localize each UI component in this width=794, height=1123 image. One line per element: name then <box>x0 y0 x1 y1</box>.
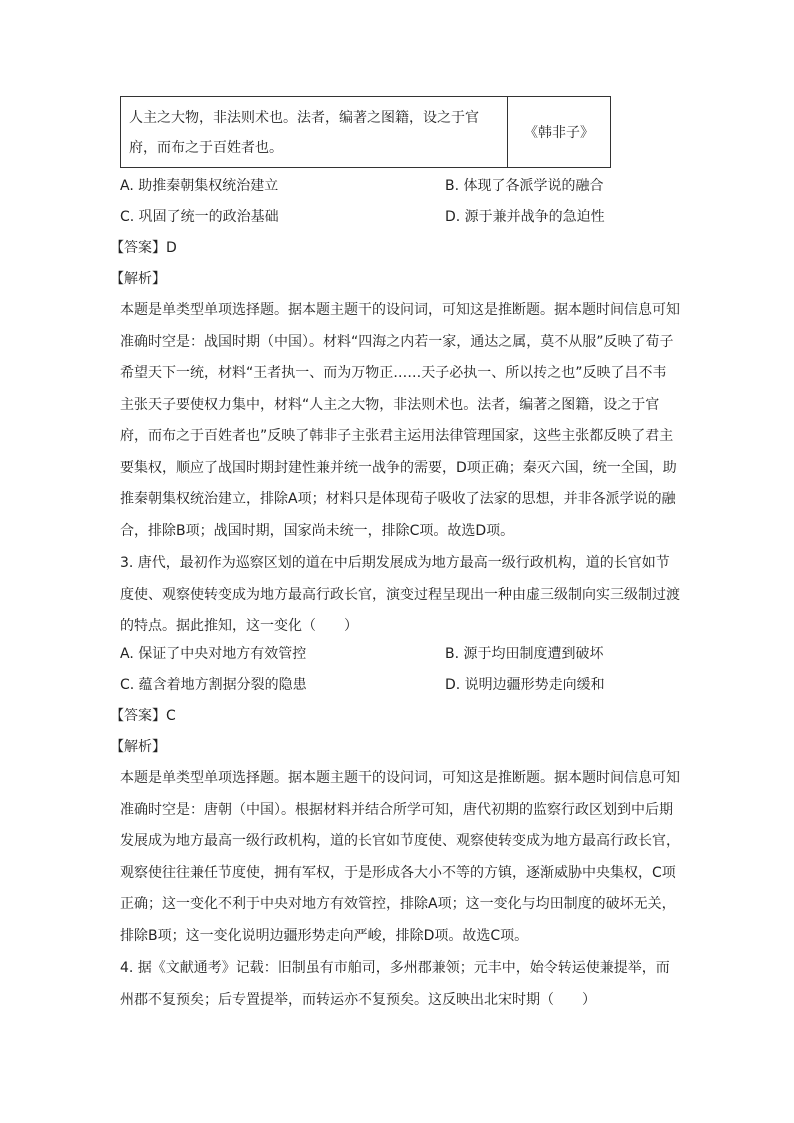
q2-option-c: C. 巩固了统一的政治基础 <box>120 209 279 225</box>
q2-analysis: 本题是单类型单项选择题。据本题主题干的设问词，可知这是推断题。据本题时间信息可知准确时空是：战国时期（中国）。材料“四海之内若一家，通达之属，莫不从服”反映了荀子希望天下一统，材料“王者执一、而为万物正……天子必执一、所以抟之也”反映了吕不韦主张天子要使权力集中，材料“人主之大物，非法则术也。法者，编著之图籍，设之于官府，而布之于百姓者也”反映了韩非子主张君主运用法律管理国家，这些主张都反映了君主要集权，顺应了战国时期封建性兼并统一战争的需要，D项正确；秦灭六国，统一全国，助推秦朝集权统治建立，排除A项；材料只是体现荀子吸收了法家的思想，并非各派学说的融合，排除B项；战国时期，国家尚未统一，排除C项。故选D项。 <box>120 302 680 539</box>
q2-analysis-label: 【解析】 <box>110 271 166 287</box>
q3-option-c: C. 蕴含着地方割据分裂的隐患 <box>120 677 307 693</box>
q2-option-d: D. 源于兼并战争的急迫性 <box>445 209 605 225</box>
q2-option-a: A. 助推秦朝集权统治建立 <box>120 178 279 194</box>
q3-analysis: 本题是单类型单项选择题。据本题主题干的设问词，可知这是推断题。据本题时间信息可知准确时空是：唐朝（中国）。根据材料并结合所学可知，唐代初期的监察行政区划到中后期发展成为地方最高一级行政机构，道的长官如节度使、观察使转变成为地方最高行政长官，观察使往往兼任节度使，拥有军权，于是形成各大小不等的方镇，逐渐威胁中央集权，C项正确；这一变化不利于中央对地方有效管控，排除A项；这一变化与均田制度的破坏无关，排除B项；这一变化说明边疆形势走向严峻，排除D项。故选C项。 <box>120 770 680 944</box>
q3-option-b: B. 源于均田制度遭到破坏 <box>445 646 604 662</box>
q3-option-d: D. 说明边疆形势走向缓和 <box>445 677 605 693</box>
q3-answer: 【答案】C <box>110 708 176 724</box>
q2-option-b: B. 体现了各派学说的融合 <box>445 178 604 194</box>
quote-source: 《韩非子》 <box>524 125 594 141</box>
q3-analysis-label: 【解析】 <box>110 739 166 755</box>
q3-stem: 3. 唐代，最初作为巡察区划的道在中后期发展成为地方最高一级行政机构，道的长官如节度使、观察使转变成为地方最高行政长官，演变过程呈现出一种由虚三级制向实三级制过渡的特点。据此推知，这一变化（ ） <box>120 555 680 634</box>
q2-answer: 【答案】D <box>110 240 177 256</box>
quote-table <box>120 96 611 168</box>
q3-option-a: A. 保证了中央对地方有效管控 <box>120 646 307 662</box>
q4-stem: 4. 据《文献通考》记载：旧制虽有市舶司，多州郡兼领；元丰中，始令转运使兼提举，而州郡不复预矣；后专置提举，而转运亦不复预矣。这反映出北宋时期（ ） <box>120 960 670 1008</box>
quote-text: 人主之大物，非法则术也。法者，编著之图籍，设之于官府，而布之于百姓者也。 <box>121 97 508 167</box>
